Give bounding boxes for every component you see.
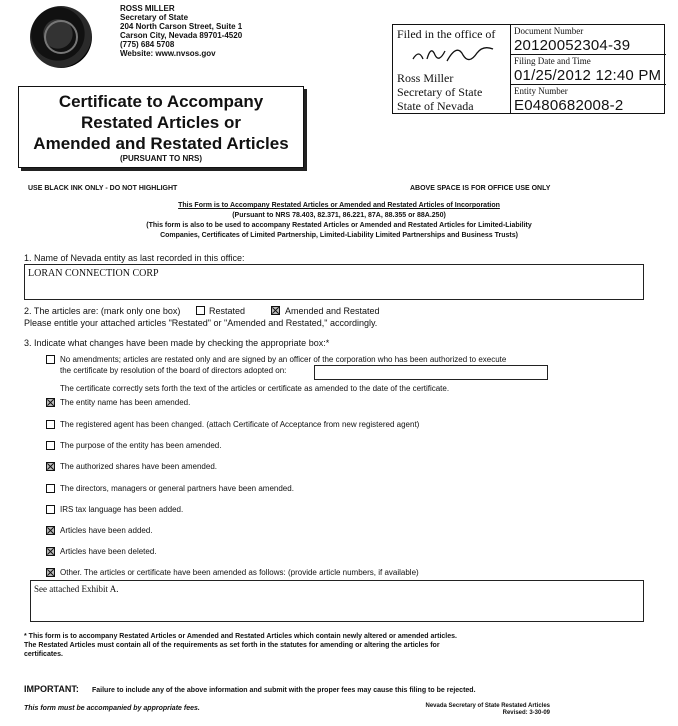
form-statutes: (Pursuant to NRS 78.403, 82.371, 86.221, 87A, 88.355 or 88A.250) <box>232 212 446 219</box>
directors-amended-label: The directors, managers or general partners have been amended. <box>60 484 294 493</box>
footnote-1: * This form is to accompany Restated Articles or Amended and Restated Articles which contain newly altered or amended articles. <box>24 633 457 640</box>
signature <box>407 41 497 67</box>
entity-number-row: Entity Number E0480682008-2 <box>514 86 624 114</box>
articles-deleted-checkbox[interactable] <box>46 547 55 556</box>
important-text: Failure to include any of the above information and submit with the proper fees may cause this filing to be rejected. <box>92 687 476 694</box>
no-amendments-text-1: No amendments; articles are restated only and are signed by an officer of the corporation who has been authorized to execute <box>60 355 507 364</box>
document-number-row: Document Number 20120052304-39 <box>511 25 666 55</box>
entity-name-amended-label: The entity name has been amended. <box>60 398 191 407</box>
articles-type-label: 2. The articles are: (mark only one box) <box>24 306 181 316</box>
no-amendments-text-3: The certificate correctly sets forth the text of the articles or certificate as amended to the date of the certificate. <box>60 384 450 393</box>
footnote-2: The Restated Articles must contain all of the requirements as set forth in the statutes for amending or altering the articles for <box>24 642 440 649</box>
important-label: IMPORTANT: <box>24 684 79 694</box>
title-sub: (PURSUANT TO NRS) <box>119 154 203 163</box>
articles-deleted-label: Articles have been deleted. <box>60 547 157 556</box>
amended-restated-checkbox[interactable] <box>271 306 280 315</box>
entitle-note: Please entitle your attached articles "Restated" or "Amended and Restated," accordingly. <box>24 318 378 328</box>
articles-added-checkbox[interactable] <box>46 526 55 535</box>
title-line-2: Restated Articles or <box>81 113 241 132</box>
office-use-note: ABOVE SPACE IS FOR OFFICE USE ONLY <box>410 185 551 192</box>
entity-number: E0480682008-2 <box>514 97 624 114</box>
filing-date-row: Filing Date and Time 01/25/2012 12:40 PM <box>511 55 666 85</box>
title-line-3: Amended and Restated Articles <box>33 134 289 153</box>
entity-name-amended-checkbox[interactable] <box>46 398 55 407</box>
directors-amended-checkbox[interactable] <box>46 484 55 493</box>
form-also-1: (This form is also to be used to accompany Restated Articles or Amended and Restated Articles for Limited-Liability <box>146 222 532 229</box>
purpose-amended-label: The purpose of the entity has been amended. <box>60 441 222 450</box>
title-line-1: Certificate to Accompany <box>58 92 264 111</box>
state-seal <box>30 6 92 68</box>
fees-note: This form must be accompanied by appropriate fees. <box>24 705 200 712</box>
articles-added-label: Articles have been added. <box>60 526 153 535</box>
irs-language-checkbox[interactable] <box>46 505 55 514</box>
form-also-2: Companies, Certificates of Limited Partnership, Limited-Liability Limited Partnerships and Business Trusts) <box>160 232 518 239</box>
other-checkbox[interactable] <box>46 568 55 577</box>
entity-name-field[interactable]: LORAN CONNECTION CORP <box>24 264 644 300</box>
authorized-shares-checkbox[interactable] <box>46 462 55 471</box>
other-amendments-field[interactable]: See attached Exhibit A. <box>30 580 644 622</box>
registered-agent-label: The registered agent has been changed. (attach Certificate of Acceptance from new registered agent) <box>60 420 420 429</box>
restated-checkbox[interactable] <box>196 306 205 315</box>
restated-label: Restated <box>209 306 246 316</box>
document-number: 20120052304-39 <box>514 37 631 54</box>
filing-date: 01/25/2012 12:40 PM <box>514 67 662 84</box>
registered-agent-checkbox[interactable] <box>46 420 55 429</box>
board-date-field[interactable] <box>314 365 548 380</box>
purpose-amended-checkbox[interactable] <box>46 441 55 450</box>
changes-label: 3. Indicate what changes have been made by checking the appropriate box:* <box>24 338 330 348</box>
certificate-title-box <box>18 86 304 168</box>
filing-stamp-box <box>392 24 665 114</box>
no-amendments-text-2: the certificate by resolution of the board of directors adopted on: <box>60 366 287 375</box>
amended-restated-label: Amended and Restated <box>285 306 380 316</box>
other-label: Other. The articles or certificate have been amended as follows: (provide article numbers, if available) <box>60 568 419 577</box>
authorized-shares-label: The authorized shares have been amended. <box>60 462 217 471</box>
no-amendments-checkbox[interactable] <box>46 355 55 364</box>
ink-note: USE BLACK INK ONLY - DO NOT HIGHLIGHT <box>28 185 178 192</box>
irs-language-label: IRS tax language has been added. <box>60 505 184 514</box>
form-purpose: This Form is to Accompany Restated Articles or Amended and Restated Articles of Incorporation <box>178 202 500 209</box>
revision-note-2: Revised: 3-30-09 <box>502 710 550 716</box>
footnote-3: certificates. <box>24 651 63 658</box>
officer-name: Ross Miller Secretary of State State of Nevada <box>397 71 483 113</box>
revision-note-1: Nevada Secretary of State Restated Articles <box>425 703 550 709</box>
sos-address: ROSS MILLER Secretary of State 204 North Carson Street, Suite 1 Carson City, Nevada 89701-4520 (775) 684 5708 Website: www.nvsos.gov <box>120 4 243 58</box>
entity-name-label: 1. Name of Nevada entity as last recorded in this office: <box>24 253 245 263</box>
filed-in-label: Filed in the office of <box>397 27 496 41</box>
